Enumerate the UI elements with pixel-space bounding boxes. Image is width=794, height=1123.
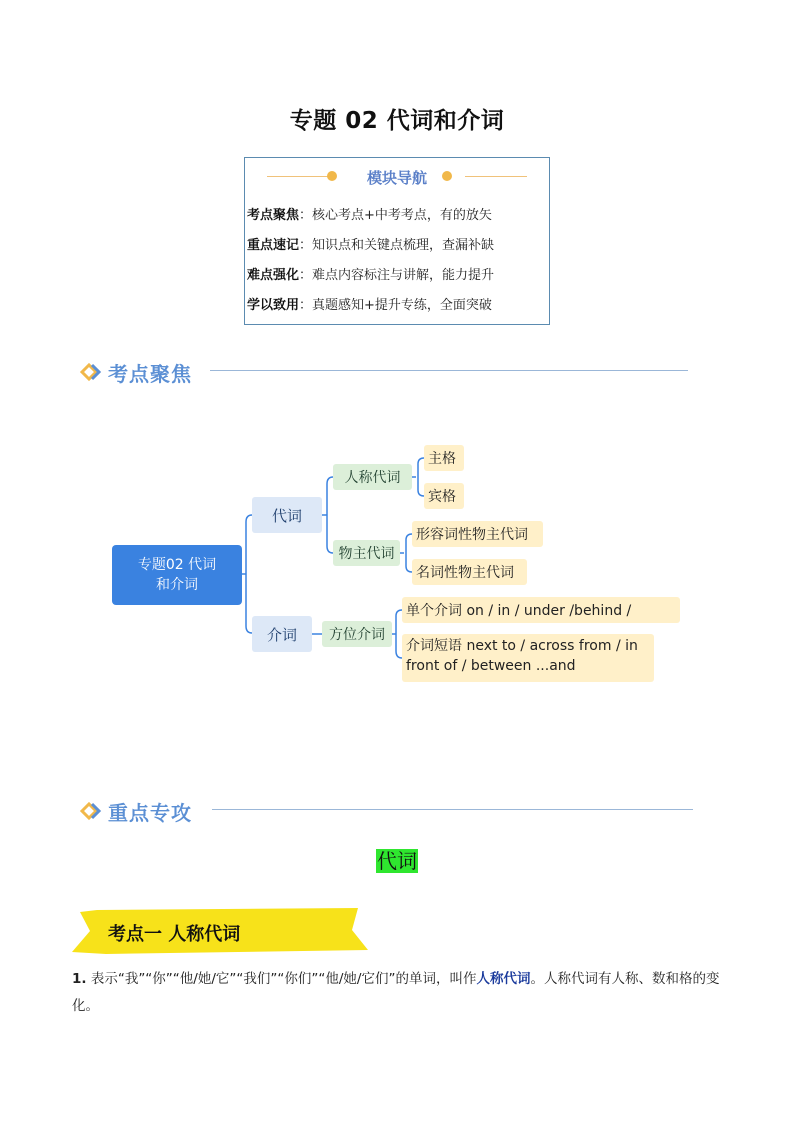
mindmap-root-label: 专题02 代词和介词 [137,557,217,593]
paragraph-text: 表示“我”“你”“他/她/它”“我们”“你们”“他/她/它们”的单词，叫作 [86,971,477,987]
nav-row-text: ：核心考点+中考考点，有的放矢 [299,208,492,223]
pronoun-heading-text: 代词 [377,849,417,873]
paragraph-text: 。人称代词有人称、数和格的变化。 [72,971,720,1014]
nav-row-text: ：知识点和关键点梳理，查漏补缺 [299,238,495,253]
point-paragraph [72,966,724,1020]
mindmap-leaf-preposition-phrase: 介词短语 next to / across from / in front of / between ...and [402,634,654,682]
mindmap-leaf-single-preposition: 单个介词 on / in / under /behind / [402,597,680,623]
double-chevron-icon [80,800,106,822]
mindmap-root [112,545,242,605]
nav-row-text: ：难点内容标注与讲解，能力提升 [299,268,495,283]
nav-row-key: 学以致用 [247,298,300,313]
mindmap-leaf-noun-possessive: 名词性物主代词 [412,559,527,585]
section-title: 重点专攻 [108,801,192,825]
nav-row-text: ：真题感知+提升专练，全面突破 [299,298,492,313]
mindmap-leaf-subject-case: 主格 [424,445,464,471]
nav-row-key: 考点聚焦 [247,208,300,223]
point-banner-title: 考点一 人称代词 [108,924,241,945]
mindmap-node-possessive-pronoun: 物主代词 [333,540,400,566]
nav-title: 模块导航 [366,169,427,187]
mindmap-leaf-object-case: 宾格 [424,483,464,509]
section-title: 考点聚焦 [108,362,192,386]
paragraph-number: 1. [72,971,87,987]
mindmap-node-location-preposition: 方位介词 [322,621,392,647]
nav-row-key: 重点速记 [247,238,300,253]
pronoun-heading [0,845,794,874]
mindmap-node-personal-pronoun: 人称代词 [333,464,412,490]
section-divider [212,809,693,810]
nav-row-key: 难点强化 [247,268,300,283]
mindmap-node-pronoun: 代词 [252,497,322,533]
mindmap-node-preposition: 介词 [252,616,312,652]
mindmap-leaf-adjective-possessive: 形容词性物主代词 [412,521,543,547]
paragraph-highlight: 人称代词 [476,971,531,987]
page-title: 专题 02 代词和介词 [289,108,505,134]
